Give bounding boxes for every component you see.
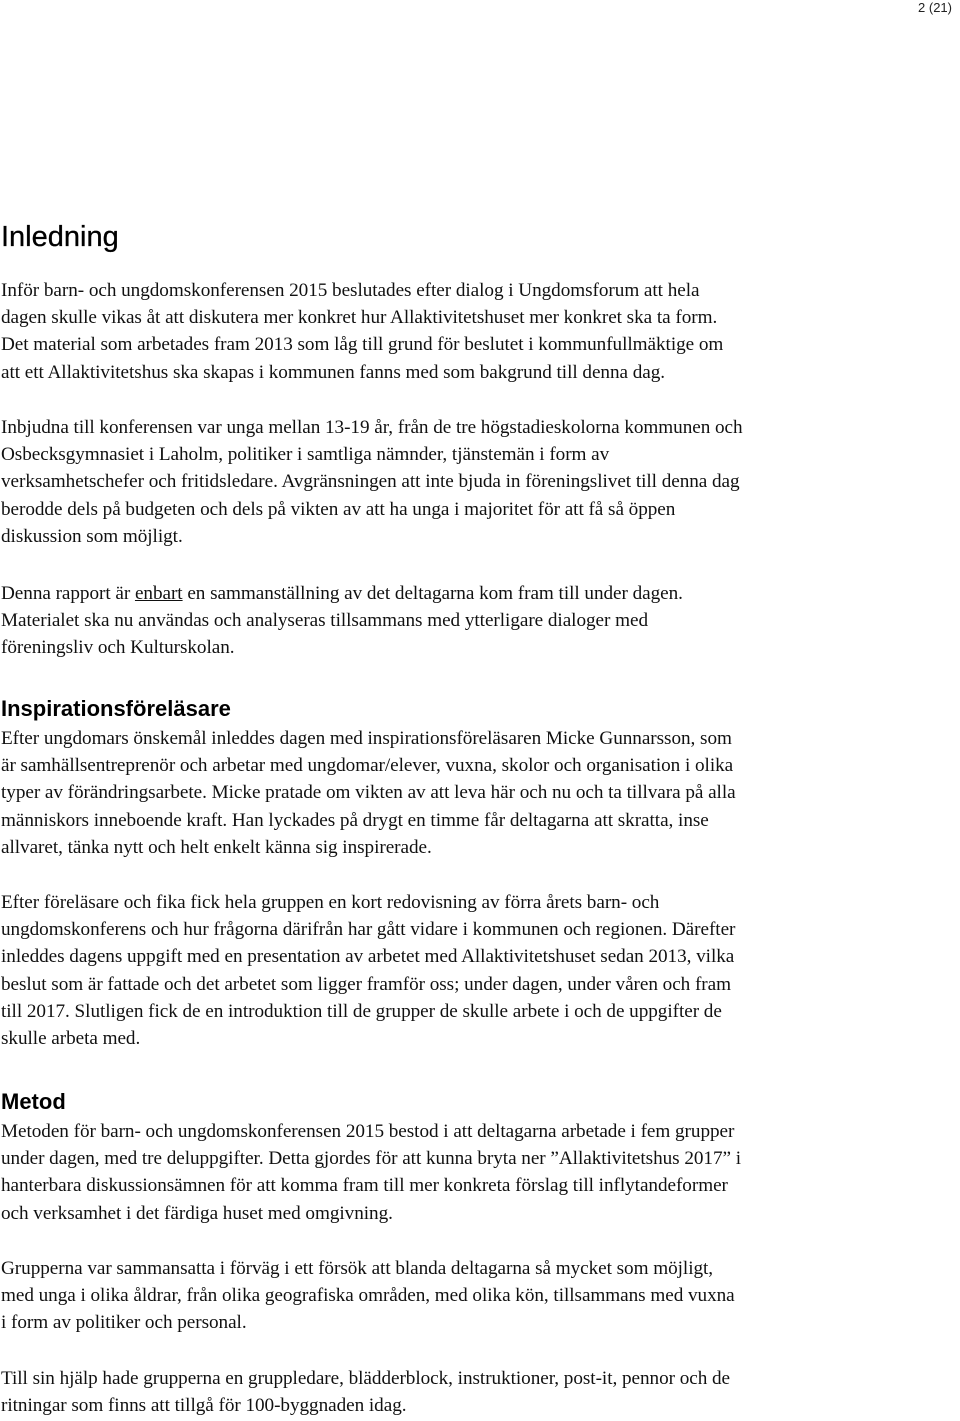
text-line: ritningar som finns att tillgå för 100-byggnaden idag. [1,1395,407,1417]
text-line: att ett Allaktivitetshus ska skapas i kommunen fanns med som bakgrund till denna dag. [1,361,666,383]
text-segment: Denna rapport är [1,583,135,604]
text-line [1,580,956,607]
paragraph-inspiration-1 [1,725,956,861]
text-segment: en sammanställning av det deltagarna kom fram till under dagen. [182,583,683,604]
page-number: 2 (21) [918,0,952,15]
text-line: Osbecksgymnasiet i Laholm, politiker i samtliga nämnder, tjänstemän i form av [1,444,610,466]
paragraph-inspiration-2 [1,889,956,1052]
heading-metod: Metod [1,1089,66,1114]
text-line: typer av förändringsarbete. Micke pratade om vikten av att leva här och nu och ta tillvara på alla [1,782,736,804]
text-line: skulle arbeta med. [1,1028,141,1050]
paragraph-metod-2 [1,1255,956,1337]
text-line: Efter föreläsare och fika fick hela gruppen en kort redovisning av förra årets barn- och [1,892,660,913]
text-line: Till sin hjälp hade grupperna en gruppledare, blädderblock, instruktioner, post-it, pennor och de [1,1368,731,1389]
text-line: i form av politiker och personal. [1,1312,247,1334]
text-line: människors inneboende kraft. Han lyckades på drygt en timme får deltagarna att skratta, inse [1,809,709,831]
text-line: Materialet ska nu användas och analyseras tillsammans med ytterligare dialoger med [1,610,648,632]
text-line: föreningsliv och Kulturskolan. [1,637,235,659]
text-line: allvaret, tänka nytt och helt enkelt känna sig inspirerade. [1,836,432,858]
paragraph-inledning-3 [1,580,956,662]
text-line: dagen skulle vikas åt att diskutera mer konkret hur Allaktivitetshuset mer konkret ska ta form. [1,307,718,329]
text-line: beslut som är fattade och det arbetet som ligger framför oss; under dagen, under våren och fram [1,973,731,995]
paragraph-metod-1 [1,1118,956,1227]
text-line: Inbjudna till konferensen var unga mellan 13-19 år, från de tre högstadieskolorna kommunen och [1,417,743,438]
text-line: Metoden för barn- och ungdomskonferensen 2015 bestod i att deltagarna arbetade i fem grupper [1,1121,735,1142]
paragraph-inledning-1 [1,277,956,386]
text-line: hanterbara diskussionsämnen för att komma fram till mer konkreta förslag till inflytandeformer [1,1175,728,1197]
text-line: till 2017. Slutligen fick de en introduktion till de grupper de skulle arbete i och de uppgifter de [1,1000,722,1022]
text-line: Efter ungdomars önskemål inleddes dagen med inspirationsföreläsaren Micke Gunnarsson, som [1,728,732,749]
text-line: berodde dels på budgeten och dels på vikten av att ha unga i majoritet för att få så öppen [1,498,676,520]
text-line: diskussion som möjligt. [1,525,183,547]
text-line: ungdomskonferens och hur frågorna därifrån har gått vidare i kommunen och regionen. Därefter [1,919,736,941]
heading-inspirationsforelasare: Inspirationsföreläsare [1,696,231,721]
text-line: inleddes dagens uppgift med en presentation av arbetet med Allaktivitetshuset sedan 2013, vilka [1,946,735,968]
text-line: Grupperna var sammansatta i förväg i ett försök att blanda deltagarna så mycket som möjligt, [1,1258,714,1279]
heading-inledning: Inledning [1,221,119,253]
text-line: Det material som arbetades fram 2013 som låg till grund för beslutet i kommunfullmäktige om [1,334,724,356]
text-line: under dagen, med tre deluppgifter. Detta gjordes för att kunna bryta ner ”Allaktivitetshus 2017” i [1,1148,741,1170]
text-line: och verksamhet i det färdiga huset med omgivning. [1,1202,393,1224]
underlined-word: enbart [134,583,183,604]
paragraph-metod-3 [1,1365,956,1419]
text-line: är samhällsentreprenör och arbetar med ungdomar/elever, vuxna, skolor och organisation i olika [1,755,734,777]
paragraph-inledning-2 [1,414,956,550]
text-line: verksamhetschefer och fritidsledare. Avgränsningen att inte bjuda in föreningslivet till denna dag [1,471,740,493]
text-line: Inför barn- och ungdomskonferensen 2015 beslutades efter dialog i Ungdomsforum att hela [1,280,700,301]
text-line: med unga i olika åldrar, från olika geografiska områden, med olika kön, tillsammans med vuxna [1,1285,735,1307]
